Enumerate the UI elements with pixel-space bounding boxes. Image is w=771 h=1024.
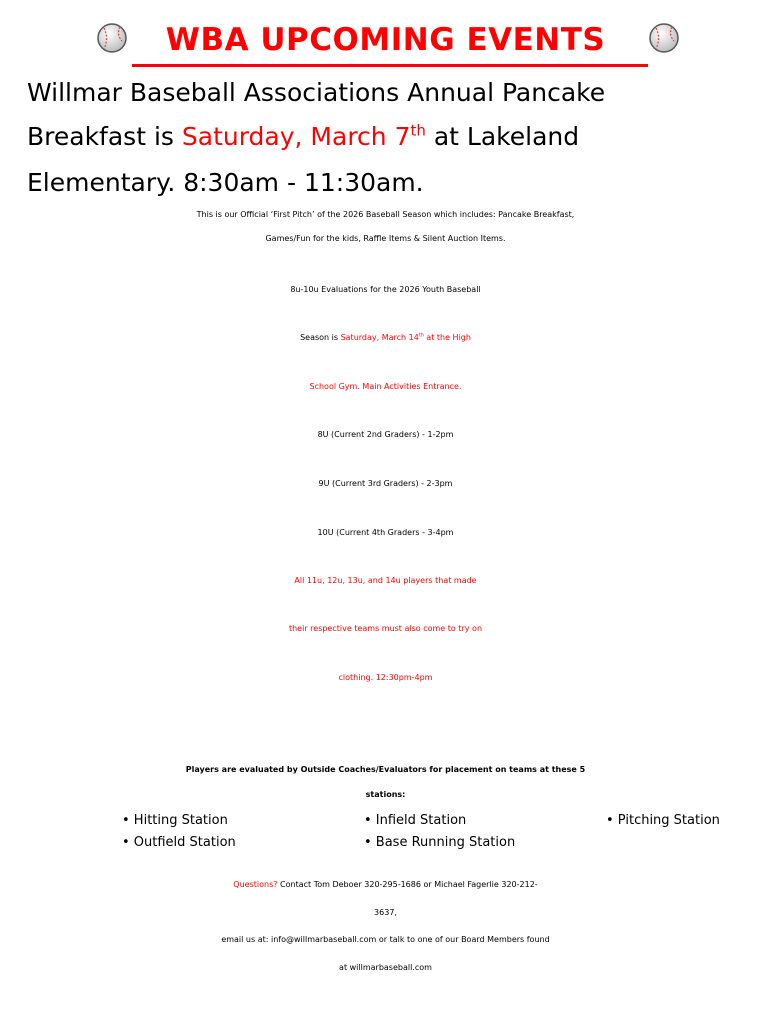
breakfast-date [182,122,426,151]
evaluations-line-2 [0,333,771,342]
breakfast-date-text: Saturday, March 7 [181,122,411,151]
evaluations-date-text: Saturday, March 14 [340,333,419,342]
breakfast-line-3: Elementary. 8:30am - 11:30am. [27,168,424,197]
station-pitching: • Pitching Station [606,813,720,828]
questions-label: Questions? [233,880,278,889]
evaluations-location-start: at the High [423,333,471,342]
contact-names-phones: Contact Tom Deboer 320-295-1686 or Michael Fagerlie 320-212- [277,880,538,889]
older-players-line-3: clothing. 12:30pm-4pm [338,673,433,682]
station-hitting: • Hitting Station [122,813,228,828]
breakfast-line-2-prefix: Breakfast is [27,122,182,151]
breakfast-date-suffix: th [410,121,426,140]
breakfast-line-2-suffix: at Lakeland [425,122,580,151]
older-players-line-1: All 11u, 12u, 13u, and 14u players that made [294,576,477,585]
breakfast-note-line-1: This is our Official ‘First Pitch’ of the 2026 Baseball Season which includes: Pancake Breakfast, [196,210,575,219]
evaluations-line-2-prefix: Season is [300,333,341,342]
schedule-8u: 8U (Current 2nd Graders) - 1-2pm [317,430,454,439]
schedule-10u: 10U (Current 4th Graders - 3-4pm [317,528,454,537]
breakfast-line-1: Willmar Baseball Associations Annual Pancake [27,78,606,107]
contact-line-2: 3637, [374,908,397,917]
evaluations-line-3: School Gym. Main Activities Entrance. [309,382,462,391]
breakfast-note-line-2: Games/Fun for the kids, Raffle Items & Silent Auction Items. [265,234,506,243]
contact-email-line: email us at: info@willmarbaseball.com or talk to one of our Board Members found [221,935,550,944]
older-players-line-2: their respective teams must also come to try on [288,624,483,633]
station-base-running: • Base Running Station [364,835,516,850]
baseball-icon [648,22,680,54]
evaluations-date-suffix: th [418,333,424,339]
evaluations-date [341,333,471,342]
contact-website-line: at willmarbaseball.com [339,963,432,972]
station-infield: • Infield Station [364,813,467,828]
breakfast-line-2 [27,122,767,151]
baseball-icon-right [648,22,680,54]
stations-intro-line-1: Players are evaluated by Outside Coaches/Evaluators for placement on teams at these 5 [185,765,586,774]
stations-intro-line-2: stations: [365,790,406,799]
page-title: WBA UPCOMING EVENTS [165,22,606,58]
title-underline [132,64,648,67]
evaluations-line-1: 8u-10u Evaluations for the 2026 Youth Baseball [290,285,481,294]
contact-line-1 [0,880,771,889]
schedule-9u: 9U (Current 3rd Graders) - 2-3pm [318,479,453,488]
station-outfield: • Outfield Station [122,835,236,850]
